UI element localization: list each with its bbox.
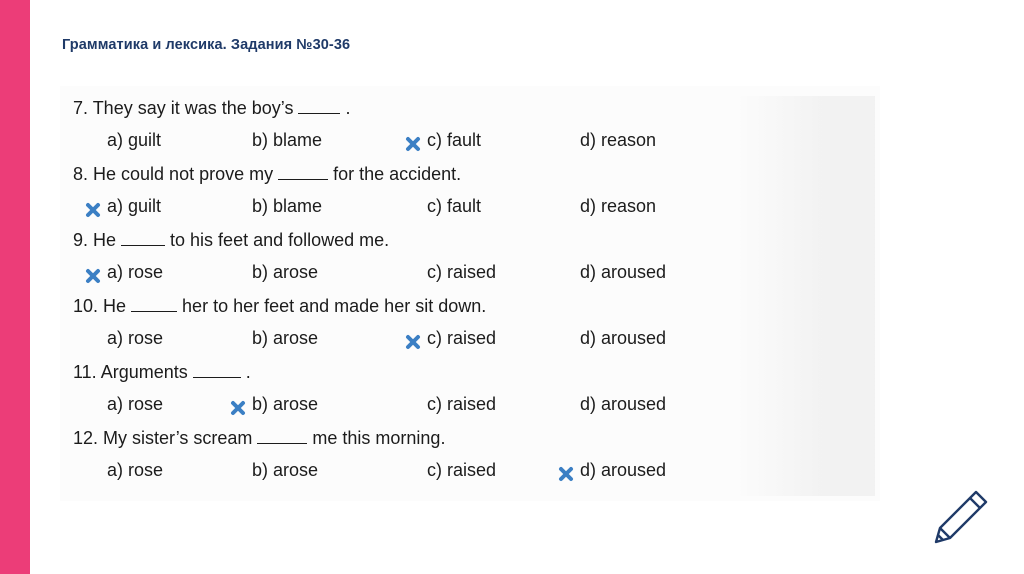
option-d[interactable]: d) aroused (580, 262, 667, 282)
option-b[interactable]: b) arose (252, 328, 319, 348)
question-number: 10. (73, 296, 104, 316)
question-9 (73, 230, 389, 251)
option-d[interactable]: d) aroused (580, 328, 667, 348)
option-b[interactable]: b) blame (252, 196, 323, 216)
answer-blank (257, 442, 307, 444)
question-text-after: . (245, 362, 251, 382)
answer-blank (278, 178, 328, 180)
answer-blank (193, 376, 241, 378)
option-d[interactable]: d) reason (580, 196, 657, 216)
question-8 (73, 164, 461, 185)
question-text-before: He could not prove my (93, 164, 274, 184)
x-mark-icon (85, 268, 101, 284)
question-text-before: He (93, 230, 117, 250)
x-mark-icon (230, 400, 246, 416)
question-number: 12. (73, 428, 104, 448)
x-mark-icon (558, 466, 574, 482)
answer-blank (121, 244, 165, 246)
option-a[interactable]: a) guilt (107, 130, 162, 150)
option-d[interactable]: d) aroused (580, 460, 667, 480)
question-text-after: to his feet and followed me. (170, 230, 390, 250)
question-number: 8. (73, 164, 94, 184)
option-b[interactable]: b) blame (252, 130, 323, 150)
answer-blank (131, 310, 177, 312)
question-number: 9. (73, 230, 94, 250)
x-mark-icon (405, 136, 421, 152)
option-c[interactable]: c) fault (427, 130, 482, 150)
option-c[interactable]: c) raised (427, 394, 497, 414)
option-c[interactable]: c) fault (427, 196, 482, 216)
x-mark-icon (405, 334, 421, 350)
question-text-after: . (345, 98, 351, 118)
option-b[interactable]: b) arose (252, 394, 319, 414)
option-d[interactable]: d) aroused (580, 394, 667, 414)
question-text-before: They say it was the boy’s (92, 98, 294, 118)
question-7 (73, 98, 350, 119)
option-c[interactable]: c) raised (427, 262, 497, 282)
question-text-after: for the accident. (333, 164, 462, 184)
option-a[interactable]: a) rose (107, 460, 164, 480)
option-b[interactable]: b) arose (252, 262, 319, 282)
pencil-icon[interactable] (930, 488, 990, 548)
option-a[interactable]: a) guilt (107, 196, 162, 216)
question-10 (73, 296, 486, 317)
option-b[interactable]: b) arose (252, 460, 319, 480)
option-a[interactable]: a) rose (107, 262, 164, 282)
question-number: 11. (73, 362, 101, 382)
option-c[interactable]: c) raised (427, 328, 497, 348)
option-a[interactable]: a) rose (107, 394, 164, 414)
question-number: 7. (73, 98, 93, 118)
question-11 (73, 362, 251, 383)
accent-bar (0, 0, 30, 574)
slide-title: Грамматика и лексика. Задания №30-36 (62, 37, 351, 53)
question-text-before: He (103, 296, 127, 316)
answer-blank (298, 112, 340, 114)
question-text-before: Arguments (100, 362, 188, 382)
question-text-after: her to her feet and made her sit down. (182, 296, 487, 316)
scan-shadow (735, 96, 875, 496)
option-d[interactable]: d) reason (580, 130, 657, 150)
x-mark-icon (85, 202, 101, 218)
question-text-before: My sister’s scream (103, 428, 253, 448)
question-12 (73, 428, 445, 449)
option-a[interactable]: a) rose (107, 328, 164, 348)
option-c[interactable]: c) raised (427, 460, 497, 480)
question-text-after: me this morning. (312, 428, 446, 448)
